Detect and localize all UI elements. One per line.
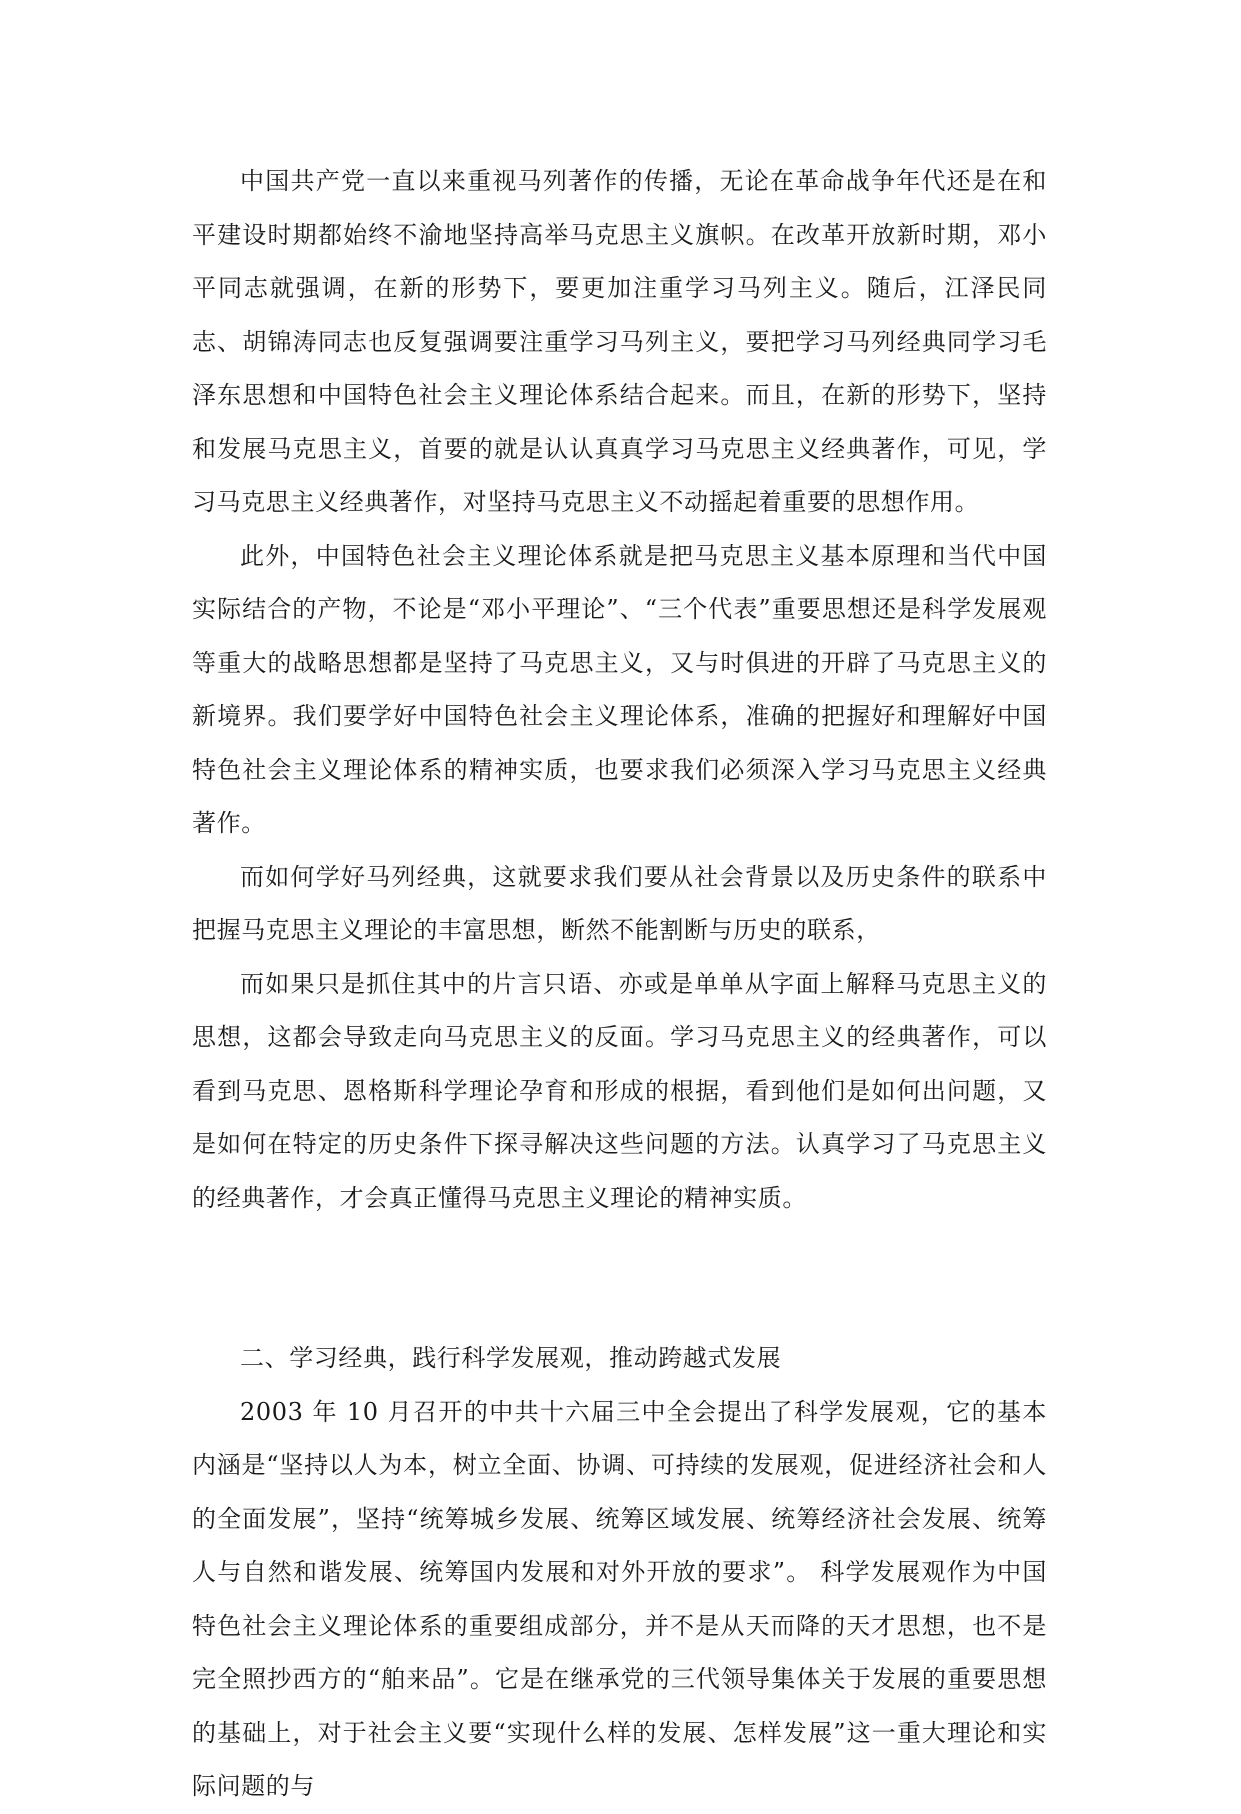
body-paragraph: 2003 年 10 月召开的中共十六届三中全会提出了科学发展观，它的基本内涵是“坚持以人为本，树立全面、协调、可持续的发展观，促进经济社会和人的全面发展”，坚持“统筹城乡发展、统筹区域发展、统筹经济社会发展、统筹人与自然和谐发展、统筹国内发展和对外开放的要求”。 科学发展观作为中国特色社会主义理论体系的重要组成部分，并不是从天而降的天才思想，也不是完全照抄西方的“舶来品”。它是在继承党的三代领导集体关于发展的重要思想的基础上，对于社会主义要“实现什么样的发展、怎样发展”这一重大理论和实际问题的与 <box>192 1397 1047 1800</box>
body-paragraph: 而如何学好马列经典，这就要求我们要从社会背景以及历史条件的联系中把握马克思主义理论的丰富思想，断然不能割断与历史的联系， <box>192 862 1047 944</box>
document-page <box>192 155 1047 1814</box>
body-paragraph: 此外，中国特色社会主义理论体系就是把马克思主义基本原理和当代中国实际结合的产物，不论是“邓小平理论”、“三个代表”重要思想还是科学发展观等重大的战略思想都是坚持了马克思主义，又与时俱进的开辟了马克思主义的新境界。我们要学好中国特色社会主义理论体系，准确的把握好和理解好中国特色社会主义理论体系的精神实质，也要求我们必须深入学习马克思主义经典著作。 <box>192 541 1047 837</box>
section-spacer <box>192 1225 1047 1332</box>
body-paragraph: 而如果只是抓住其中的片言只语、亦或是单单从字面上解释马克思主义的思想，这都会导致走向马克思主义的反面。学习马克思主义的经典著作，可以看到马克思、恩格斯科学理论孕育和形成的根据，看到他们是如何出问题，又是如何在特定的历史条件下探寻解决这些问题的方法。认真学习了马克思主义的经典著作，才会真正懂得马克思主义理论的精神实质。 <box>192 969 1047 1212</box>
body-paragraph: 中国共产党一直以来重视马列著作的传播，无论在革命战争年代还是在和平建设时期都始终不渝地坚持高举马克思主义旗帜。在改革开放新时期，邓小平同志就强调，在新的形势下，要更加注重学习马列主义。随后，江泽民同志、胡锦涛同志也反复强调要注重学习马列主义，要把学习马列经典同学习毛泽东思想和中国特色社会主义理论体系结合起来。而且，在新的形势下，坚持和发展马克思主义，首要的就是认认真真学习马克思主义经典著作，可见，学习马克思主义经典著作，对坚持马克思主义不动摇起着重要的思想作用。 <box>192 167 1047 516</box>
section-heading: 二、学习经典，践行科学发展观，推动跨越式发展 <box>240 1344 782 1372</box>
